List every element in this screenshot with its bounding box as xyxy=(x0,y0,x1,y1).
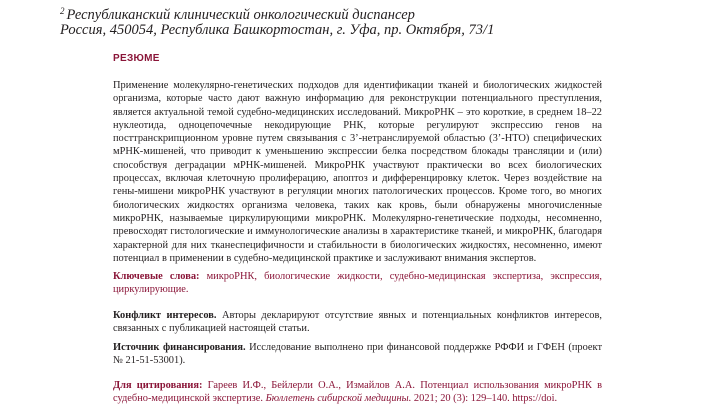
funding-text: Исследование выполнено при финансовой поддержке РФФИ и ГФЕН (проект № 21-51-53001). xyxy=(113,342,602,367)
keywords-block xyxy=(113,270,602,297)
citation-label: Для цитирования: xyxy=(113,380,203,391)
abstract-text: Применение молекулярно-генетических подходов для идентификации тканей и биологических жидкостей организма, которые часто дают важную информацию для реконструкции потенциального преступления, является актуальной темой судебно-медицинских исследований. МикроРНК – это короткие, в среднем 18–22 нуклеотида, одноцепочечные некодирующие РНК, которые регулируют экспрессию генов на посттранскрипционном уровне путем связывания с 3’-нетранслируемой областью (3’-НТО) специфических мРНК-мишеней, что приводит к уменьшению экспрессии белка посредством блокады трансляции и (или) способствуя деградации мРНК-мишеней. МикроРНК участвуют практически во всех биологических процессах, включая клеточную пролиферацию, апоптоз и дифференцировку клеток. Через воздействие на гены-мишени микроРНК участвуют в регуляции многих патологических процессов. Кроме того, во многих биологических жидкостях организма человека, таких как кровь, были обнаружены многочисленные микроРНК, называемые циркулирующими микроРНК. Молекулярно-генетические подходы, несомненно, превосходят гистологические и иммунологические анализы в характеристике тканей, и микроРНК, благодаря характерной для них тканеспецифичности и стабильности в биологических жидкостях, несомненно, имеют потенциал в применении в судебно-медицинской практике и заслуживают внимания экспертов. xyxy=(113,80,602,264)
conflict-block xyxy=(113,309,602,336)
affiliation-address: Россия, 450054, Республика Башкортостан, г. Уфа, пр. Октября, 73/1 xyxy=(60,22,495,38)
keywords-label: Ключевые слова: xyxy=(113,271,200,282)
affiliation-marker: 2 xyxy=(60,6,65,16)
affiliation-institution: Республиканский клинический онкологический диспансер xyxy=(66,7,415,23)
abstract-heading: РЕЗЮМЕ xyxy=(113,53,160,64)
citation-block xyxy=(113,379,602,406)
funding-block xyxy=(113,341,602,368)
keywords-text: микроРНК, биологические жидкости, судебно-медицинская экспертиза, экспрессия, циркулирующие. xyxy=(113,271,602,296)
citation-text: Гареев И.Ф., Бейлерли О.А., Измайлов А.А. Потенциал использования микроРНК в судебно-медицинской экспертизе. xyxy=(113,380,603,405)
citation-journal: Бюллетень сибирской медицины. xyxy=(265,393,412,405)
citation-tail: 2021; 20 (3): 129–140. https://doi. xyxy=(413,393,558,405)
conflict-text: Авторы декларируют отсутствие явных и потенциальных конфликтов интересов, связанных с публикацией настоящей статьи. xyxy=(113,310,602,335)
funding-label: Источник финансирования. xyxy=(113,342,246,353)
conflict-label: Конфликт интересов. xyxy=(113,310,217,321)
